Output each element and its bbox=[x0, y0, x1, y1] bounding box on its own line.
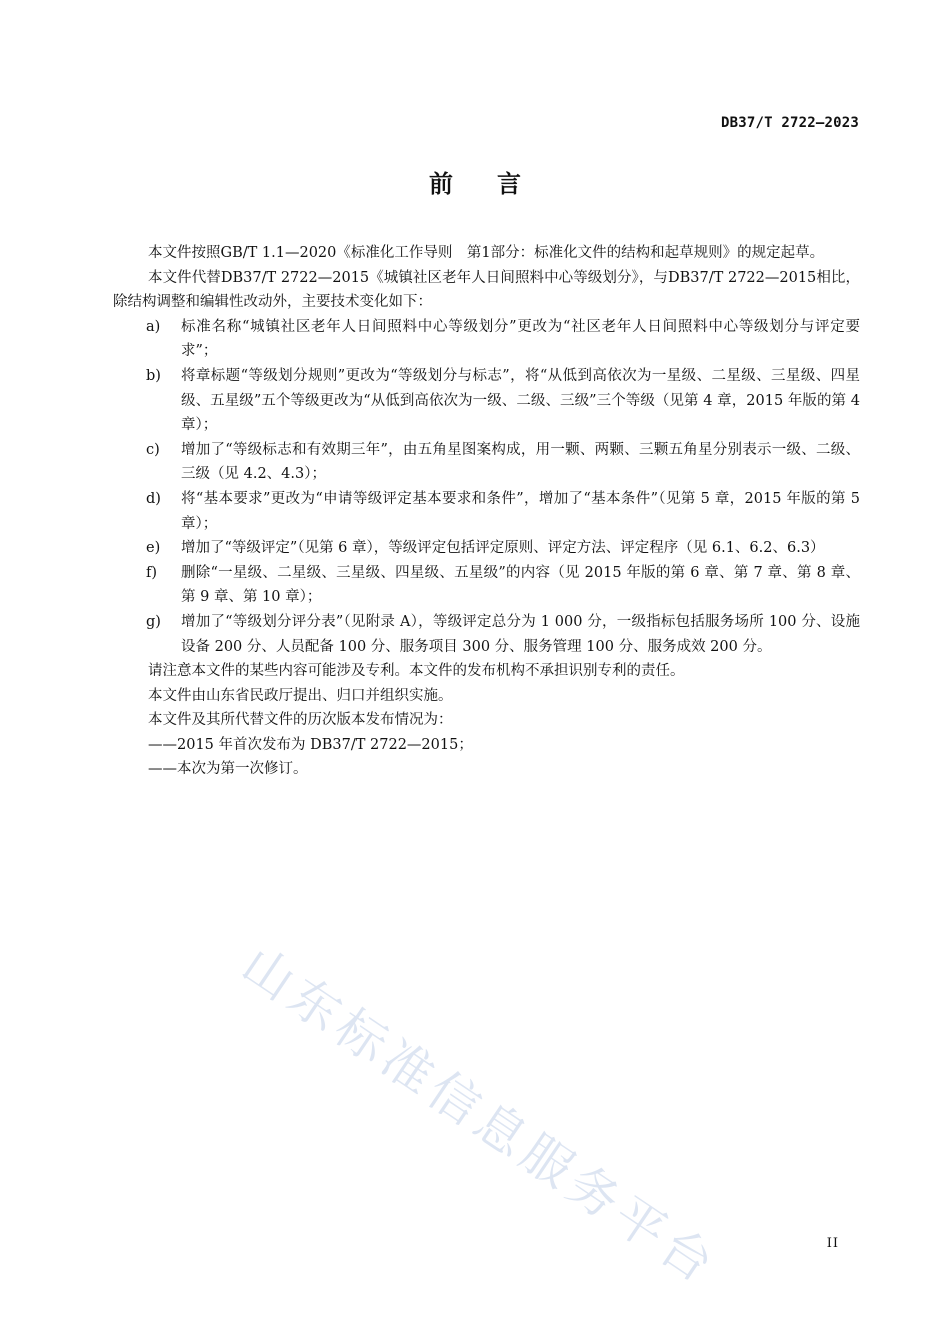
change-item bbox=[113, 315, 860, 364]
intro-paragraph: 本文件按照GB/T 1.1—2020《标准化工作导则 第1部分：标准化文件的结构和起草规则》的规定起草。 bbox=[148, 245, 825, 261]
change-label: g) bbox=[146, 613, 161, 630]
change-text: 增加了“等级划分评分表”（见附录 A），等级评定总分为 1 000 分，一级指标包括服务场所 100 分、设施设备 200 分、人员配备 100 分、服务项目 300 分、服务管理 100 分、服务成效 200 分。 bbox=[181, 613, 860, 655]
change-item bbox=[113, 364, 860, 438]
change-item bbox=[113, 438, 860, 487]
change-item bbox=[113, 536, 860, 561]
version-history-line: ——本次为第一次修订。 bbox=[148, 761, 308, 778]
version-history-line: ——2015 年首次发布为 DB37/T 2722—2015； bbox=[148, 736, 473, 753]
change-text: 将章标题“等级划分规则”更改为“等级划分与标志”，将“从低到高依次为一星级、二星级、三星级、四星级、五星级”五个等级更改为“从低到高依次为一级、二级、三级”三个等级（见第 4 章，2015 年版的第 4 章）； bbox=[181, 367, 860, 434]
change-item bbox=[113, 487, 860, 536]
change-label: a) bbox=[146, 318, 161, 335]
change-item bbox=[113, 610, 860, 659]
change-label: e) bbox=[146, 540, 161, 557]
page-title: 前言 bbox=[429, 170, 565, 198]
change-text: 增加了“等级标志和有效期三年”，由五角星图案构成，用一颗、两颗、三颗五角星分别表示一级、二级、三级（见 4.2、4.3）； bbox=[181, 441, 860, 483]
change-label: b) bbox=[146, 367, 161, 384]
document-number: DB37/T 2722—2023 bbox=[720, 115, 859, 131]
change-text: 增加了“等级评定”（见第 6 章），等级评定包括评定原则、评定方法、评定程序（见 6.1、6.2、6.3） bbox=[181, 540, 825, 557]
closing-paragraph: 本文件及其所代替文件的历次版本发布情况为： bbox=[148, 712, 453, 729]
closing-paragraph: 请注意本文件的某些内容可能涉及专利。本文件的发布机构不承担识别专利的责任。 bbox=[148, 663, 685, 680]
closing-paragraph: 本文件由山东省民政厅提出、归口并组织实施。 bbox=[148, 687, 453, 704]
change-label: f) bbox=[146, 564, 158, 581]
change-text: 标准名称“城镇社区老年人日间照料中心等级划分”更改为“社区老年人日间照料中心等级划分与评定要求”； bbox=[181, 318, 860, 360]
change-text: 将“基本要求”更改为“申请等级评定基本要求和条件”，增加了“基本条件”（见第 5 章，2015 年版的第 5 章）； bbox=[181, 490, 860, 532]
watermark: 山东标准信息服务平台 bbox=[231, 935, 729, 1297]
document-body bbox=[113, 241, 860, 782]
change-label: d) bbox=[146, 490, 161, 507]
page-number: II bbox=[826, 1236, 839, 1251]
change-item bbox=[113, 561, 860, 610]
change-label: c) bbox=[146, 441, 160, 458]
change-text: 删除“一星级、二星级、三星级、四星级、五星级”的内容（见 2015 年版的第 6 章、第 7 章、第 8 章、第 9 章、第 10 章）； bbox=[181, 564, 860, 606]
intro-paragraph: 本文件代替DB37/T 2722—2015《城镇社区老年人日间照料中心等级划分》，与DB37/T 2722—2015相比，除结构调整和编辑性改动外，主要技术变化如下： bbox=[113, 269, 860, 311]
